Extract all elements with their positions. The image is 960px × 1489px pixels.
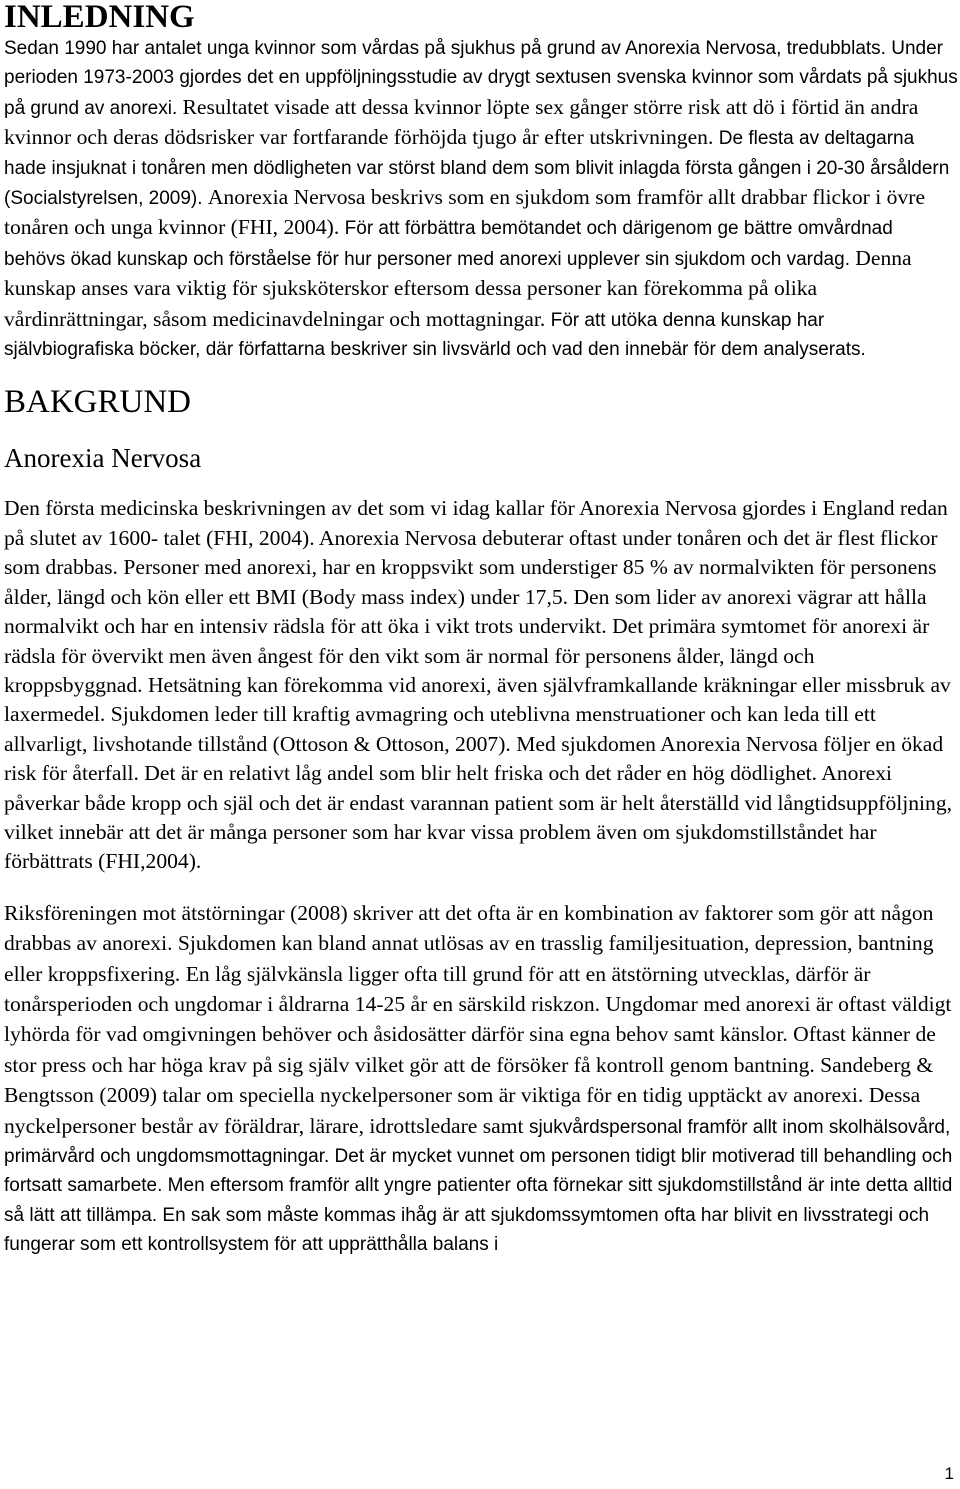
intro-segment: Resultatet visade att dessa kvinnor löpte sex gånger större risk att dö i förtid än andra kvinnor och deras dödsrisker var fortfarande förhöjda tjugo år efter utskrivningen.: [4, 94, 919, 150]
heading-inledning: INLEDNING: [4, 0, 195, 35]
page-number: 1: [944, 1464, 954, 1483]
intro-segment: De flesta av deltagarna hade insjuknat i tonåren men dödligheten var störst bland dem som blivit inlagda första gången i 20-30 årsåldern (Socialstyrelsen, 2009).: [4, 128, 950, 210]
intro-segment: Denna kunskap anses vara viktig för sjuksköterskor eftersom dessa personer kan förekomma på olika vårdinrättningar, såsom medicinavdelningar och mottagningar.: [4, 245, 912, 331]
risk-factors-segment: Riksföreningen mot ätstörningar (2008) skriver att det ofta är en kombination av faktorer som gör att någon drabbas av anorexi. Sjukdomen kan bland annat utlösas av en trasslig familjesituation, depression, bantning eller kroppsfixering. En låg självkänsla ligger ofta till grund för att en ätstörning utvecklas, därför är tonårsperioden och ungdomar i åldrarna 14-25 år en särskild riskzon. Ungdomar med anorexi är oftast väldigt lyhörda för vad omgivningen behöver och åsidosätter därför sina egna behov samt känslor. Oftast känner de stor press och har höga krav på sig själv vilket gör att de försöker få kontroll genom bantning. Sandeberg & Bengtsson (2009) talar om speciella nyckelpersoner som är viktiga för en tidig upptäckt av anorexi. Dessa nyckelpersoner består av föräldrar, lärare, idrottsledare samt: [4, 900, 952, 1138]
intro-paragraph: [4, 34, 958, 364]
intro-segment: För att utöka denna kunskap har självbiografiska böcker, där författarna beskriver sin livsvärld och vad den innebär för dem analyserats.: [4, 309, 866, 361]
document-page: [4, 0, 958, 1260]
heading-anorexia-nervosa: Anorexia Nervosa: [4, 443, 202, 474]
intro-segment: För att förbättra bemötandet och därigenom ge bättre omvårdnad behövs ökad kunskap och förståelse för hur personer med anorexi upplever sin sjukdom och vardag.: [4, 218, 893, 270]
intro-segment: Anorexia Nervosa beskrivs som en sjukdom som framför allt drabbar flickor i övre tonåren och unga kvinnor (FHI, 2004).: [4, 185, 926, 240]
heading-bakgrund: BAKGRUND: [4, 384, 192, 421]
intro-segment: Sedan 1990 har antalet unga kvinnor som vårdas på sjukhus på grund av Anorexia Nervosa, tredubblats. Under perioden 1973-2003 gjordes det en uppföljningsstudie av drygt sextusen svenska kvinnor som vårdats på sjukhus på grund av anorexi.: [4, 38, 958, 119]
risk-factors-paragraph: [4, 899, 958, 1260]
risk-factors-segment: sjukvårdspersonal framför allt inom skolhälsovård, primärvård och ungdomsmottagningar. Det är mycket vunnet om personen tidigt blir motiverad till behandling och fortsatt samarbete. Men eftersom framför allt yngre patienter ofta förnekar sitt sjukdomstillstånd är inte detta alltid så lätt att tillämpa. En sak som måste kommas ihåg är att sjukdomssymtomen ofta har blivit en livsstrategi och fungerar som ett kontrollsystem för att upprätthålla balans i: [4, 1116, 953, 1256]
background-paragraph: Den första medicinska beskrivningen av det som vi idag kallar för Anorexia Nervosa gjordes i England redan på slutet av 1600- talet (FHI, 2004). Anorexia Nervosa debuterar oftast under tonåren och det är flest flickor som drabbas. Personer med anorexi, har en kroppsvikt som understiger 85 % av normalvikten för personens ålder, längd och kön eller ett BMI (Body mass index) under 17,5. Den som lider av anorexi vägrar att hålla normalvikt och har en intensiv rädsla för att öka i vikt trots undervikt. Det primära symtomet för anorexi är rädsla för övervikt men även ångest för den vikt som är normal för personens ålder, längd och kroppsbyggnad. Hetsätning kan förekomma vid anorexi, även självframkallande kräkningar eller missbruk av laxermedel. Sjukdomen leder till kraftig avmagring och uteblivna menstruationer och kan leda till ett allvarligt, livshotande tillstånd (Ottoson & Ottoson, 2007). Med sjukdomen Anorexia Nervosa följer en ökad risk för återfall. Det är en relativt låg andel som blir helt friska och det råder en hög dödlighet. Anorexi påverkar både kropp och själ och det är endast varannan patient som är helt återställd vid långtidsuppföljning, vilket innebär att det är många personer som har kvar vissa problem även om sjukdomstillståndet har förbättrats (FHI,2004).: [4, 496, 953, 874]
